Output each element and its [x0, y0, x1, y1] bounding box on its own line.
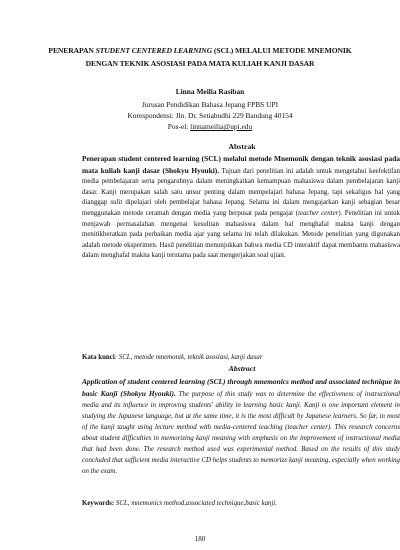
abstrak-heading: Abstrak: [228, 142, 256, 151]
author-name: Linna Meilia Rasiban: [175, 87, 245, 96]
abstract-keywords: [82, 499, 400, 509]
title-part-3: (SCL) MELALUI METODE MNEMONIK DENGAN TEKNIK ASOSIASI PADA MATA KULIAH KANJI DASAR: [85, 46, 352, 68]
abstract-keywords-label: Keywords:: [82, 500, 115, 507]
author-address: Korespondensi: Jln. Dr. Setiabudhi 229 Bandung 40154: [127, 111, 293, 120]
abstrak-text-2: ). Penelitian ini untuk menjawab permasalahan mengenai kesulitan mahasiswa dalam hal menghafal makna kanji dengan menitikberatkan pada perbaikan media ajar yang selama ini telah dilakukan. Metode penelitian yang digunakan adalah metode eksperimen. Hasil penelitian menunjukkan bahwa media CD interaktif dapat membantu mahasiswa dalam menghafal makna kanji terutama pada saat mengerjakan soal ujian.: [82, 209, 400, 260]
title-part-2: STUDENT CENTERED LEARNING: [95, 46, 213, 55]
abstrak-lead: Penerapan student centered learning (SCL) melalui metode Mnemonik dengan teknik asosiasi pada mata kuliah kanji dasar (Shokyu Hyouki).: [82, 154, 400, 175]
abstract-lead: Application of student centered learning (SCL) through mnemonics method and associated technique in basic Kanji (Shokyu Hyouki).: [82, 377, 400, 398]
abstrak-keywords: [82, 353, 400, 363]
abstract-text: The purpose of this study was to determine the effectiveness of instructional media and its influence in improving students' ability in learning basic kanji. Kanji is one important element in studying the Japanese language, but at the same time, it is the most difficult by Japanese learners. So far, in most of the kanji taught using lecture method with media-centered teaching (teacher center). This research concerns about student difficulties in memorizing kanji meaning with emphasis on the improvement of instructional media that had been done. The research method used was experimental method. Based on the results of this study concluded that sufficient media interactive CD helps students to memorize kanji meaning, especially when working on the exam.: [82, 391, 400, 475]
abstract-keywords-text: SCL, mnemonics method,associated technique,basic kanji.: [114, 500, 278, 507]
abstrak-body: [82, 154, 400, 262]
page-number: 180: [194, 535, 206, 543]
abstract-heading: Abstract: [228, 364, 256, 373]
email-label: Pos-el:: [167, 122, 191, 131]
abstrak-keywords-label: Kata kunci: [82, 354, 115, 361]
title-part-1: PENERAPAN: [48, 46, 96, 55]
author-block: [60, 86, 360, 132]
abstrak-text-1: Tujuan dari penelitian ini adalah untuk mengetahui keefektifan media pembelajaran serta pengaruhnya dalam meningkatkan kemampuan mahasiswa dalam pembelajaran kanji dasar. Kanji merupakan salah satu unsur penting dalam mempelajari bahasa Jepang, tapi sekaligus hal yang dianggap sulit dipelajari oleh pembelajar bahasa Jepang. Selama ini dalam mengajarkan kanji sebagian besar menggunakan metode ceramah dengan media yang berpusat pada pengajar (: [82, 167, 400, 217]
abstrak-keywords-text: : SCL, metode mnemonik, teknik asosiasi, kanji dasar: [114, 354, 263, 361]
author-email-line: [60, 121, 360, 132]
abstrak-text-italic: teacher center: [298, 209, 339, 217]
abstract-body: [82, 376, 400, 477]
author-affiliation: Jurusan Pendidikan Bahasa Jepang FPBS UPI: [141, 100, 279, 109]
email-link[interactable]: linnameilia@upi.edu: [190, 122, 253, 131]
paper-title: [40, 44, 360, 70]
